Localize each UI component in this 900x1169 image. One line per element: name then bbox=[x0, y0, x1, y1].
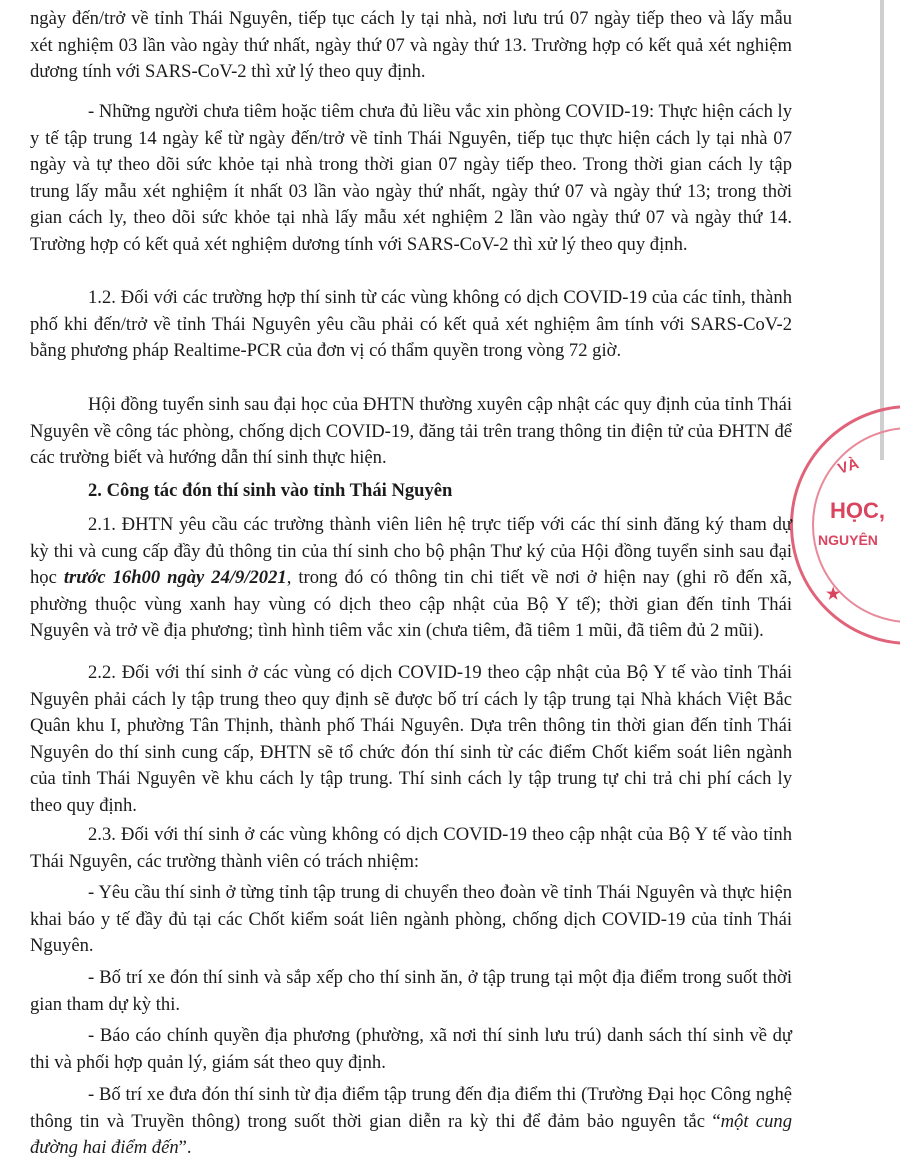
section-heading-2: 2. Công tác đón thí sinh vào tỉnh Thái Nguyên bbox=[88, 480, 453, 501]
section-block-3 bbox=[30, 285, 792, 365]
section-block-9 bbox=[30, 965, 792, 1018]
section-block-5 bbox=[30, 512, 792, 645]
bullet-transport-text-b: ”. bbox=[178, 1137, 192, 1158]
bullet-transport bbox=[30, 1082, 792, 1162]
bullet-accommodation: - Bố trí xe đón thí sinh và sắp xếp cho thí sinh ăn, ở tập trung tại một địa điểm trong suốt thời gian tham dự kỳ thi. bbox=[30, 967, 792, 1015]
paragraph-2-1 bbox=[30, 512, 792, 645]
section-block-7 bbox=[30, 822, 792, 875]
paragraph-2-3: 2.3. Đối với thí sinh ở các vùng không có dịch COVID-19 theo cập nhật của Bộ Y tế vào tỉnh Thái Nguyên, các trường thành viên có trách nhiệm: bbox=[30, 824, 792, 872]
bullet-transport-text-a: - Bố trí xe đưa đón thí sinh từ địa điểm tập trung đến địa điểm thi (Trường Đại học Công nghệ thông tin và Truyền thông) trong suốt thời gian diễn ra kỳ thi để đảm bảo nguyên tắc “ bbox=[30, 1084, 792, 1132]
page-edge-shadow bbox=[880, 0, 884, 460]
section-block-6 bbox=[30, 660, 792, 819]
paragraph-2-1-text-b: , trong đó có thông tin chi tiết về nơi ở hiện nay (ghi rõ đến xã, phường thuộc vùng xanh hay vùng có dịch theo cập nhật của Bộ Y tế); thời gian đến tỉnh Thái Nguyên và trở về địa phương; tình hình tiêm vắc xin (chưa tiêm, đã tiêm 1 mũi, đã tiêm đủ 2 mũi). bbox=[30, 567, 793, 641]
paragraph-2-1-text-a: 2.1. ĐHTN yêu cầu các trường thành viên liên hệ trực tiếp với các thí sinh đăng ký tham dự kỳ thi và cung cấp đầy đủ thông tin của thí sinh cho bộ phận Thư ký của Hội đồng tuyển sinh sau đại học bbox=[30, 514, 792, 588]
section-block-2 bbox=[30, 99, 792, 258]
section-block-11 bbox=[30, 1082, 792, 1162]
principle-quote: một cung đường hai điểm đến bbox=[30, 1110, 792, 1158]
section-block-10 bbox=[30, 1023, 792, 1076]
section-block-4 bbox=[30, 392, 792, 472]
bullet-travel-group: - Yêu cầu thí sinh ở từng tỉnh tập trung di chuyển theo đoàn về tỉnh Thái Nguyên và thực hiện khai báo y tế đầy đủ tại các Chốt kiểm soát liên ngành phòng, chống dịch COVID-19 của tỉnh Thái Nguyên. bbox=[30, 882, 792, 956]
bullet-report-authority: - Báo cáo chính quyền địa phương (phường, xã nơi thí sinh lưu trú) danh sách thí sinh về dự thi và phối hợp quản lý, giám sát theo quy định. bbox=[30, 1025, 792, 1073]
seal-text-middle: HỌC, bbox=[830, 498, 885, 523]
paragraph-unvaccinated: - Những người chưa tiêm hoặc tiêm chưa đủ liều vắc xin phòng COVID-19: Thực hiện cách ly y tế tập trung 14 ngày kể từ ngày đến/trở về tỉnh Thái Nguyên, tiếp tục thực hiện cách ly tại nhà 07 ngày và tự theo dõi sức khỏe tại nhà trong thời gian 07 ngày tiếp theo. Trong thời gian cách ly tập trung lấy mẫu xét nghiệm ít nhất 03 lần vào ngày thứ nhất, ngày thứ 07 và ngày thứ 13; trong thời gian cách ly, theo dõi sức khỏe tại nhà lấy mẫu xét nghiệm 2 lần vào ngày thứ 07 và ngày thứ 14. Trường hợp có kết quả xét nghiệm dương tính với SARS-CoV-2 thì xử lý theo quy định. bbox=[30, 101, 792, 255]
paragraph-1: ngày đến/trở về tỉnh Thái Nguyên, tiếp tục cách ly tại nhà, nơi lưu trú 07 ngày tiếp theo và lấy mẫu xét nghiệm 03 lần vào ngày thứ nhất, ngày thứ 07 và ngày thứ 13. Trường hợp có kết quả xét nghiệm dương tính với SARS-CoV-2 thì xử lý theo quy định. bbox=[30, 8, 792, 82]
section-block-heading bbox=[30, 478, 792, 505]
paragraph-council: Hội đồng tuyển sinh sau đại học của ĐHTN thường xuyên cập nhật các quy định của tỉnh Thái Nguyên về công tác phòng, chống dịch COVID-19, đăng tải trên trang thông tin điện tử của ĐHTN để các trường biết và hướng dẫn thí sinh thực hiện. bbox=[30, 394, 792, 468]
seal-star-icon: ★ bbox=[826, 586, 841, 603]
document-body bbox=[30, 6, 792, 86]
section-block-8 bbox=[30, 880, 792, 960]
seal-text-bottom: NGUYÊN bbox=[818, 532, 878, 548]
paragraph-1-2: 1.2. Đối với các trường hợp thí sinh từ các vùng không có dịch COVID-19 của các tỉnh, thành phố khi đến/trở về tỉnh Thái Nguyên yêu cầu phải có kết quả xét nghiệm âm tính với SARS-CoV-2 bằng phương pháp Realtime-PCR của đơn vị có thẩm quyền trong vòng 72 giờ. bbox=[30, 287, 792, 361]
paragraph-2-2: 2.2. Đối với thí sinh ở các vùng có dịch COVID-19 theo cập nhật của Bộ Y tế vào tỉnh Thái Nguyên phải cách ly tập trung theo quy định sẽ được bố trí cách ly tập trung tại Nhà khách Việt Bắc Quân khu I, phường Tân Thịnh, thành phố Thái Nguyên. Dựa trên thông tin thời gian đến tỉnh Thái Nguyên do thí sinh cung cấp, ĐHTN sẽ tổ chức đón thí sinh từ các điểm Chốt kiểm soát liên ngành của tỉnh Thái Nguyên về khu cách ly tập trung. Thí sinh cách ly tập trung tự chi trả chi phí cách ly theo quy định. bbox=[30, 662, 792, 816]
seal-text-top: VÀ bbox=[835, 455, 861, 478]
deadline-emphasis: trước 16h00 ngày 24/9/2021 bbox=[63, 567, 287, 588]
